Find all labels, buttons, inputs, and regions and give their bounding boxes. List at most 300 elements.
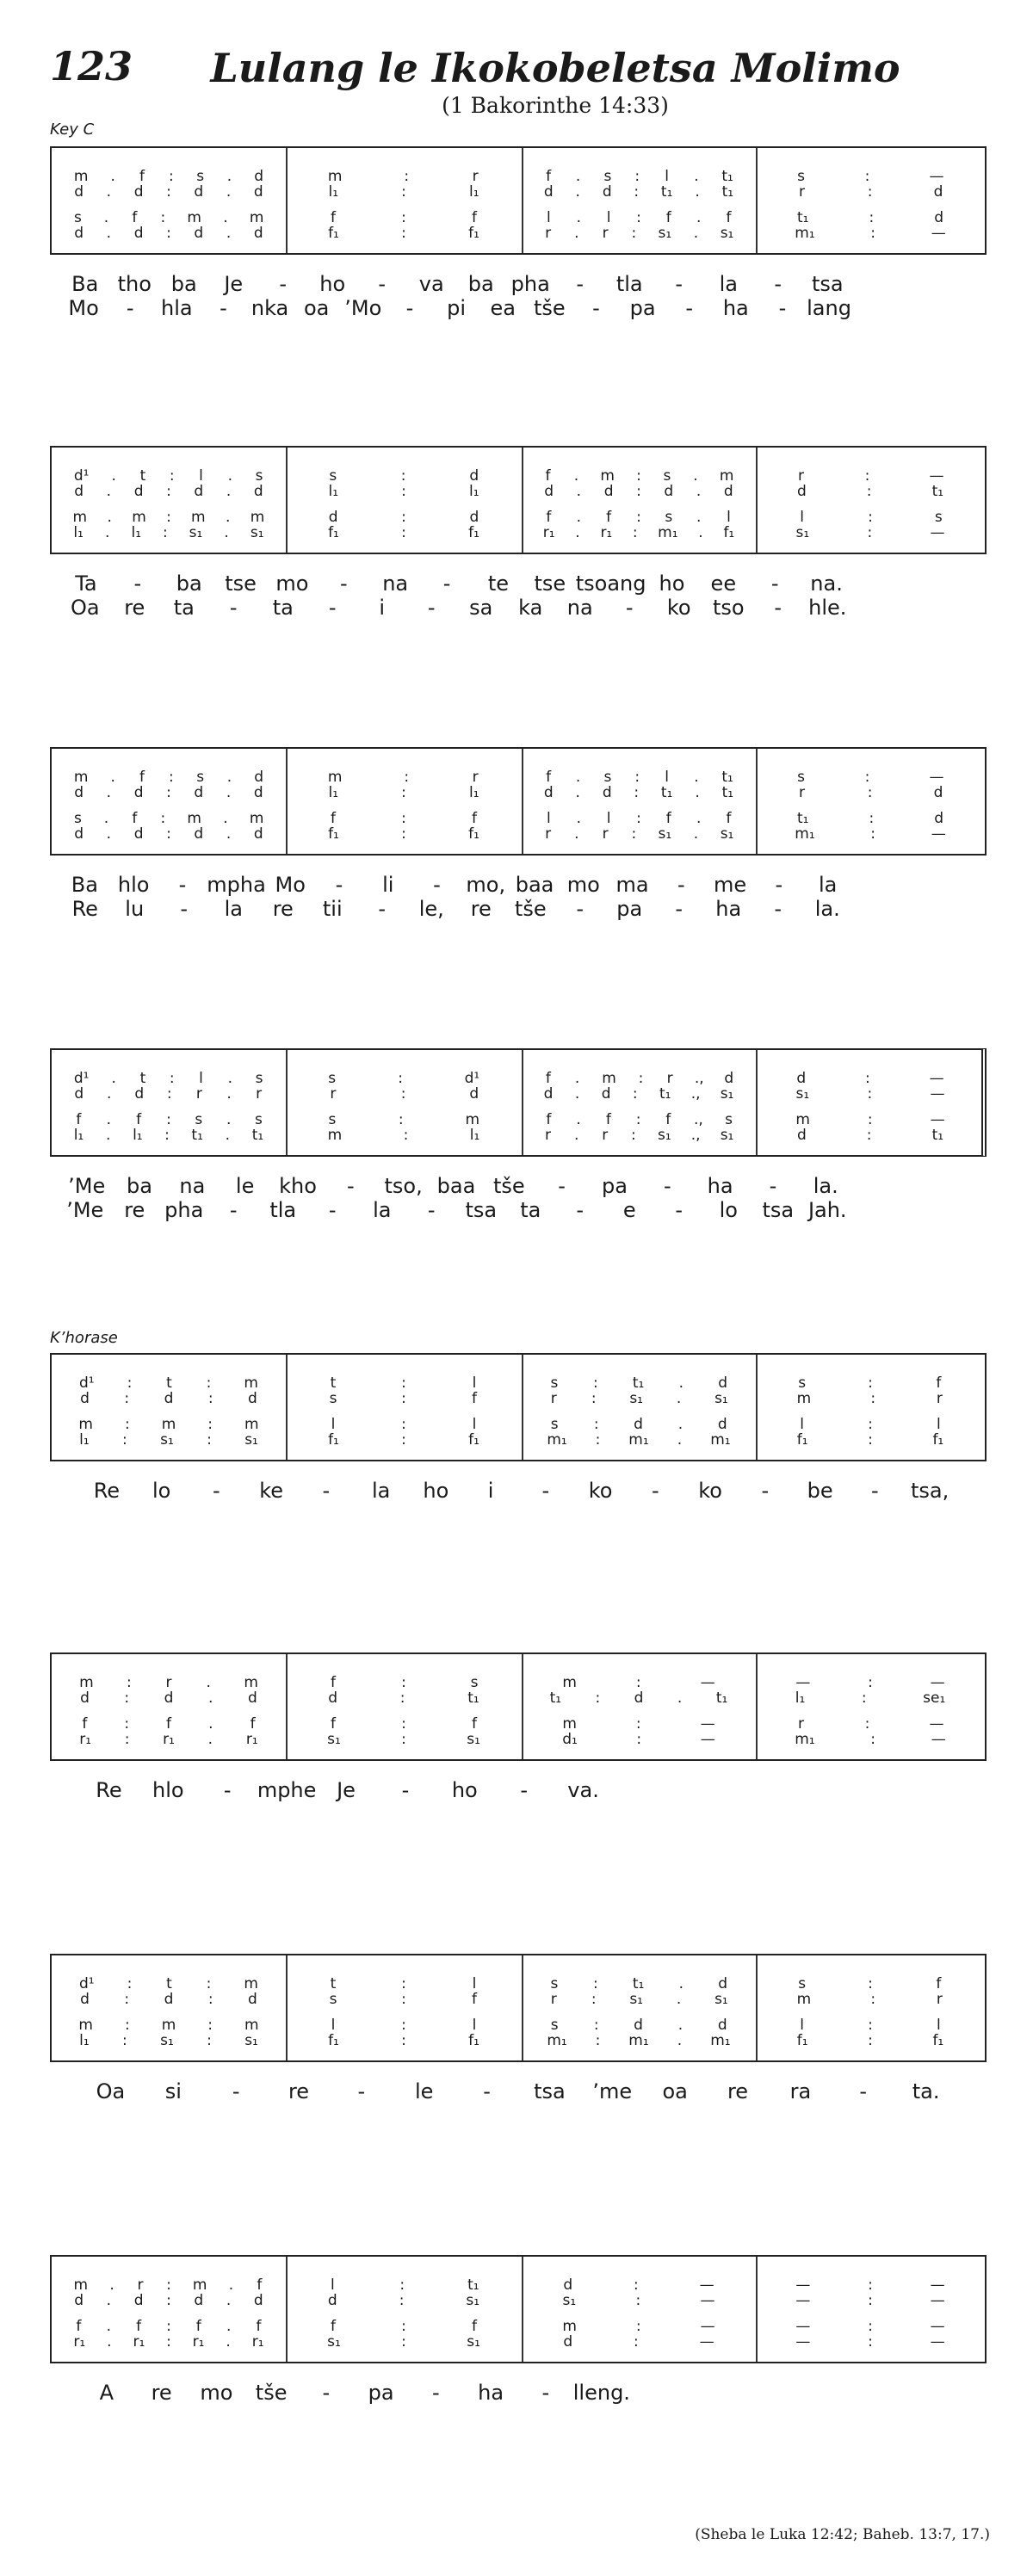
solfa-note: s — [798, 1374, 807, 1392]
solfa-note: f₁ — [328, 1431, 339, 1449]
lyric-syllable: - — [427, 1198, 436, 1222]
solfa-note: m₁ — [547, 2032, 567, 2049]
solfa-note: : — [635, 1674, 641, 1691]
solfa-note: m₁ — [795, 225, 815, 242]
lyric-syllable: baa — [515, 873, 554, 897]
solfa-note: l — [800, 1416, 805, 1433]
solfa-note: : — [401, 1390, 406, 1407]
solfa-note: d — [602, 784, 612, 801]
solfa-note: m — [161, 1416, 176, 1433]
bar-line — [522, 1355, 523, 1460]
solfa-note: m₁ — [547, 1431, 567, 1449]
solfa-line — [64, 1071, 274, 1086]
solfa-note: d — [164, 1690, 174, 1707]
solfa-note: : — [868, 1674, 873, 1691]
solfa-note: l₁ — [469, 1127, 480, 1144]
solfa-note: s — [74, 810, 82, 827]
solfa-note: m — [78, 1416, 93, 1433]
lyric-syllable: ee — [710, 571, 737, 596]
lyric-syllable: le — [415, 2079, 434, 2103]
solfa-note: . — [106, 2318, 111, 2335]
solfa-note: : — [124, 1731, 130, 1748]
solfa-note: r — [602, 1127, 609, 1144]
lyric-syllable: hlo — [117, 873, 150, 897]
solfa-line — [64, 468, 274, 484]
solfa-note: d¹ — [78, 1374, 95, 1392]
lyric-syllable: - — [775, 873, 783, 897]
solfa-note: s — [550, 1416, 559, 1433]
solfa-note: : — [595, 1431, 601, 1449]
solfa-note: s₁ — [629, 1991, 643, 2008]
solfa-line — [64, 826, 274, 842]
solfa-note: . — [107, 1085, 112, 1103]
solfa-note: f — [331, 1674, 336, 1691]
solfa-note: d — [133, 225, 144, 242]
lyric-syllable: tsa — [762, 1198, 795, 1222]
solfa-note: d — [469, 467, 479, 485]
solfa-line — [64, 2319, 274, 2334]
lyric-syllable: la — [818, 873, 838, 897]
solfa-note: . — [225, 1127, 231, 1144]
solfa-note: m — [602, 1070, 616, 1087]
solfa-note: f₁ — [796, 2032, 808, 2049]
solfa-note: r — [936, 1390, 943, 1407]
lyric-syllable: - — [558, 1174, 566, 1198]
lyric-syllable: te — [487, 571, 510, 596]
lyric-syllable: re — [124, 596, 145, 620]
lyric-syllable: re — [151, 2381, 172, 2405]
solfa-note: s — [328, 1111, 337, 1128]
solfa-note: m — [562, 1715, 577, 1733]
solfa-line — [534, 1432, 744, 1448]
solfa-note: . — [576, 1111, 581, 1128]
lyric-syllable: Mo — [275, 873, 306, 897]
solfa-line — [534, 525, 744, 541]
lyric-syllable: ea — [490, 296, 516, 320]
solfa-note: : — [868, 1416, 873, 1433]
lyric-syllable: me — [714, 873, 747, 897]
solfa-note: ., — [690, 1085, 701, 1103]
solfa-note: t₁ — [796, 810, 809, 827]
solfa-note: : — [595, 2032, 601, 2049]
solfa-note: d — [602, 183, 612, 201]
solfa-note: d — [194, 825, 204, 843]
solfa-line — [298, 1675, 510, 1690]
solfa-note: t₁ — [660, 183, 673, 201]
solfa-note: . — [575, 769, 581, 786]
solfa-note: : — [127, 1975, 133, 1992]
solfa-note: : — [401, 509, 406, 526]
bar-line — [522, 148, 523, 253]
solfa-note: . — [696, 483, 702, 500]
solfa-note: : — [401, 1715, 406, 1733]
lyric-syllable: pa — [601, 1174, 628, 1198]
solfa-line — [534, 811, 744, 826]
lyric-syllable: i — [379, 596, 386, 620]
solfa-line — [534, 1675, 744, 1690]
solfa-note: t₁ — [467, 2276, 479, 2294]
lyric-syllable: Re — [96, 1778, 122, 1802]
lyric-syllable: Je — [337, 1778, 356, 1802]
solfa-note: — — [700, 1674, 715, 1691]
solfa-line — [298, 811, 510, 826]
solfa-note: . — [698, 524, 703, 541]
solfa-note: t₁ — [632, 1975, 645, 1992]
solfa-note: f — [472, 2318, 477, 2335]
solfa-line — [64, 1391, 274, 1406]
solfa-note: . — [226, 769, 232, 786]
lyric-syllable: ta — [520, 1198, 541, 1222]
solfa-line — [64, 1375, 274, 1391]
solfa-note: . — [226, 183, 232, 201]
lyric-syllable: hlo — [152, 1778, 184, 1802]
solfa-note: : — [207, 1991, 213, 2008]
lyric-syllable: tsa — [465, 1198, 498, 1222]
solfa-note: d — [469, 1085, 479, 1103]
solfa-note: : — [166, 225, 171, 242]
solfa-note: d — [328, 1690, 338, 1707]
solfa-note: . — [677, 1416, 684, 1433]
solfa-note: m₁ — [628, 1431, 649, 1449]
solfa-note: s₁ — [629, 1390, 643, 1407]
solfa-note: — — [930, 524, 945, 541]
solfa-note: s — [196, 769, 205, 786]
solfa-note: : — [122, 1431, 127, 1449]
solfa-line — [64, 769, 274, 785]
solfa-line — [298, 525, 510, 541]
solfa-line — [534, 1976, 744, 1992]
solfa-note: l₁ — [328, 183, 339, 201]
solfa-note: d — [248, 1690, 257, 1707]
solfa-note: m — [244, 1374, 258, 1392]
lyric-syllable: ra — [789, 2079, 812, 2103]
solfa-line — [534, 169, 744, 184]
solfa-note: l — [472, 1416, 477, 1433]
solfa-line — [768, 1375, 973, 1391]
solfa-note: l — [331, 2276, 335, 2294]
solfa-note: d — [254, 769, 264, 786]
solfa-note: . — [696, 810, 702, 827]
solfa-line — [768, 169, 973, 184]
solfa-note: . — [228, 2276, 234, 2294]
solfa-note: l₁ — [328, 784, 339, 801]
solfa-note: m — [73, 2276, 89, 2294]
solfa-note: m — [132, 509, 146, 526]
lyric-syllable: - — [663, 1174, 671, 1198]
solfa-note: . — [226, 509, 231, 526]
solfa-line — [64, 811, 274, 826]
solfa-note: d — [718, 1374, 727, 1392]
solfa-note: l₁ — [468, 483, 479, 500]
solfa-note: r₁ — [600, 524, 613, 541]
solfa-note: d — [194, 183, 204, 201]
solfa-note: f — [546, 769, 552, 786]
lyric-syllable: Jah. — [807, 1198, 847, 1222]
solfa-note: f — [76, 2318, 82, 2335]
solfa-note: d — [133, 784, 144, 801]
lyric-syllable: ke — [259, 1479, 284, 1503]
lyric-syllable: tsa — [811, 272, 844, 296]
solfa-note: — — [700, 2318, 715, 2335]
lyric-syllable: tse — [225, 571, 257, 596]
solfa-note: l — [665, 168, 669, 185]
solfa-note: . — [206, 1674, 211, 1691]
solfa-line — [534, 484, 744, 499]
lyric-syllable: - — [322, 1479, 331, 1503]
solfa-note: — — [929, 467, 944, 485]
solfa-note: . — [226, 2318, 232, 2335]
solfa-line — [534, 2334, 744, 2350]
solfa-line — [298, 769, 510, 785]
solfa-line — [298, 1690, 510, 1706]
solfa-note: : — [870, 225, 876, 242]
lyric-syllable: na — [566, 596, 593, 620]
solfa-note: : — [866, 483, 872, 500]
lyric-syllable: Ba — [71, 873, 98, 897]
lyric-syllable: - — [576, 897, 585, 921]
solfa-line — [768, 2334, 973, 2350]
solfa-note: l₁ — [468, 784, 479, 801]
solfa-note: m — [795, 1111, 810, 1128]
solfa-line — [298, 510, 510, 525]
solfa-line — [534, 1112, 744, 1127]
solfa-line — [768, 1716, 973, 1732]
solfa-note: : — [169, 1070, 175, 1087]
solfa-note: s₁ — [160, 1431, 174, 1449]
solfa-note: d — [253, 2292, 263, 2309]
solfa-note: d₁ — [562, 1731, 578, 1748]
solfa-note: . — [103, 810, 109, 827]
solfa-line — [298, 1976, 510, 1992]
solfa-note: . — [110, 769, 115, 786]
solfa-note: d — [133, 2292, 144, 2309]
solfa-note: d — [601, 1085, 611, 1103]
lyric-syllable: mo — [200, 2381, 233, 2405]
lyric-syllable: le, — [418, 897, 444, 921]
solfa-note: m — [244, 1674, 258, 1691]
solfa-note: : — [638, 1070, 644, 1087]
lyric-syllable: tše — [514, 897, 547, 921]
solfa-note: d — [74, 1085, 84, 1103]
solfa-note: m — [562, 2318, 577, 2335]
lyric-syllable: re — [470, 897, 492, 921]
solfa-note: : — [400, 1085, 406, 1103]
solfa-note: . — [226, 225, 232, 242]
solfa-note: d — [544, 483, 554, 500]
solfa-note: l₁ — [468, 183, 479, 201]
lyric-syllable: - — [677, 873, 685, 897]
solfa-note: : — [162, 524, 168, 541]
lyric-line — [60, 571, 852, 597]
solfa-note: . — [574, 1085, 580, 1103]
bar-line — [286, 1654, 288, 1759]
solfa-note: r₁ — [542, 524, 555, 541]
solfa-note: d — [133, 825, 144, 843]
solfa-note: : — [634, 2333, 639, 2351]
solfa-note: : — [401, 524, 406, 541]
lyric-syllable: lleng. — [572, 2381, 630, 2405]
solfa-note: f — [139, 769, 145, 786]
solfa-note: s₁ — [562, 2292, 577, 2309]
solfa-note: . — [574, 1070, 580, 1087]
solfa-note: l — [665, 769, 669, 786]
solfa-note: : — [593, 1416, 599, 1433]
lyric-syllable: - — [357, 2079, 366, 2103]
solfa-note: . — [105, 524, 110, 541]
solfa-note: : — [401, 2318, 406, 2335]
solfa-note: r — [550, 1390, 557, 1407]
solfa-note: t — [139, 467, 146, 485]
solfa-line — [298, 225, 510, 241]
lyric-syllable: kho — [279, 1174, 317, 1198]
solfa-note: : — [864, 467, 870, 485]
solfa-note: f — [665, 810, 671, 827]
solfa-note: l₁ — [328, 483, 339, 500]
solfa-note: : — [400, 467, 406, 485]
solfa-note: — — [929, 769, 944, 786]
solfa-note: m — [250, 509, 265, 526]
solfa-line — [298, 1992, 510, 2007]
solfa-line — [768, 785, 973, 800]
footnote: (Sheba le Luka 12:42; Baheb. 13:7, 17.) — [695, 2526, 990, 2543]
lyric-syllable: tsa, — [911, 1479, 949, 1503]
solfa-note: : — [869, 810, 875, 827]
solfa-line — [298, 785, 510, 800]
solfa-note: f₁ — [328, 2032, 339, 2049]
solfa-note: s₁ — [658, 225, 672, 242]
solfa-note: s — [550, 1975, 559, 1992]
solfa-line — [298, 826, 510, 842]
solfa-note: . — [107, 2333, 112, 2351]
solfa-note: — — [795, 2292, 811, 2309]
solfa-note: m — [187, 810, 201, 827]
solfa-note: . — [677, 2017, 684, 2034]
solfa-note: m — [161, 2017, 176, 2034]
solfa-note: : — [401, 1991, 406, 2008]
solfa-note: . — [103, 209, 109, 226]
solfa-note: : — [399, 2292, 405, 2309]
lyric-syllable: tše — [533, 296, 566, 320]
solfa-note: s — [725, 1111, 733, 1128]
solfa-note: d — [74, 183, 84, 201]
lyric-syllable: - — [232, 2079, 240, 2103]
lyric-syllable: - — [442, 571, 451, 596]
solfa-note: s — [797, 168, 805, 185]
solfa-note: l — [936, 1416, 941, 1433]
solfa-note: m — [244, 2017, 259, 2034]
solfa-note: m — [562, 1674, 577, 1691]
solfa-note: d — [253, 183, 263, 201]
solfa-note: : — [401, 483, 406, 500]
solfa-line — [534, 210, 744, 225]
solfa-note: m — [796, 1390, 812, 1407]
solfa-line — [64, 210, 274, 225]
solfa-note: f₁ — [796, 1431, 808, 1449]
solfa-note: l — [331, 1416, 336, 1433]
solfa-line — [768, 1086, 973, 1102]
solfa-note: . — [574, 225, 579, 242]
solfa-note: : — [868, 1975, 873, 1992]
solfa-note: d — [634, 2017, 643, 2034]
solfa-note: : — [401, 1374, 406, 1392]
solfa-note: : — [635, 2292, 641, 2309]
solfa-note: t₁ — [467, 1690, 479, 1707]
lyric-syllable: ba — [127, 1174, 152, 1198]
solfa-note: . — [207, 1731, 213, 1748]
solfa-line — [768, 769, 973, 785]
lyric-syllable: - — [675, 1198, 684, 1222]
lyric-syllable: re — [124, 1198, 145, 1222]
solfa-line — [534, 1690, 744, 1706]
solfa-note: s — [329, 1991, 337, 2008]
solfa-note: s₁ — [467, 2333, 480, 2351]
solfa-note: . — [106, 1111, 111, 1128]
lyric-syllable: - — [483, 2079, 491, 2103]
solfa-line — [534, 2277, 744, 2293]
lyric-syllable: tii — [322, 897, 343, 921]
solfa-note: f₁ — [468, 225, 479, 242]
solfa-note: r₁ — [245, 1731, 258, 1748]
solfa-note: l₁ — [79, 1431, 90, 1449]
solfa-note: m₁ — [628, 2032, 649, 2049]
solfa-note: : — [166, 1111, 171, 1128]
solfa-note: f — [331, 209, 336, 226]
solfa-note: m — [465, 1111, 480, 1128]
lyric-line — [79, 2079, 957, 2105]
lyric-syllable: tše — [492, 1174, 525, 1198]
solfa-line — [534, 225, 744, 241]
solfa-line — [64, 1675, 274, 1690]
solfa-note: l — [199, 467, 203, 485]
solfa-note: . — [576, 810, 581, 827]
solfa-line — [64, 2017, 274, 2033]
solfa-note: : — [206, 1975, 212, 1992]
solfa-note: : — [870, 825, 876, 843]
solfa-note: : — [127, 1374, 133, 1392]
solfa-note: d — [194, 483, 204, 500]
solfa-note: d — [796, 1070, 807, 1087]
lyric-syllable: - — [378, 897, 387, 921]
solfa-note: f₁ — [468, 825, 479, 843]
bar-line — [756, 749, 758, 854]
solfa-note: d — [634, 1690, 644, 1707]
solfa-note: : — [868, 2318, 873, 2335]
lyric-syllable: Je — [224, 272, 244, 296]
solfa-note: — — [929, 1070, 944, 1087]
solfa-note: m — [187, 209, 201, 226]
solfa-line — [534, 769, 744, 785]
solfa-line — [64, 2277, 274, 2293]
solfa-note: . — [575, 183, 580, 201]
solfa-note: r — [798, 1715, 804, 1733]
solfa-note: : — [401, 810, 406, 827]
solfa-note: l — [800, 509, 805, 526]
solfa-note: f — [546, 1111, 552, 1128]
lyric-syllable: - — [133, 571, 142, 596]
solfa-note: f — [605, 1111, 611, 1128]
solfa-note: . — [575, 168, 581, 185]
solfa-note: : — [864, 769, 870, 786]
solfa-line — [534, 826, 744, 842]
solfa-line — [298, 2293, 510, 2308]
lyric-syllable: - — [576, 1198, 585, 1222]
lyric-syllable: ho — [319, 272, 346, 296]
staff-2 — [50, 446, 987, 554]
solfa-note: : — [868, 2032, 873, 2049]
solfa-note: t — [166, 1374, 172, 1392]
solfa-note: r — [472, 769, 479, 786]
solfa-note: m — [327, 168, 343, 185]
